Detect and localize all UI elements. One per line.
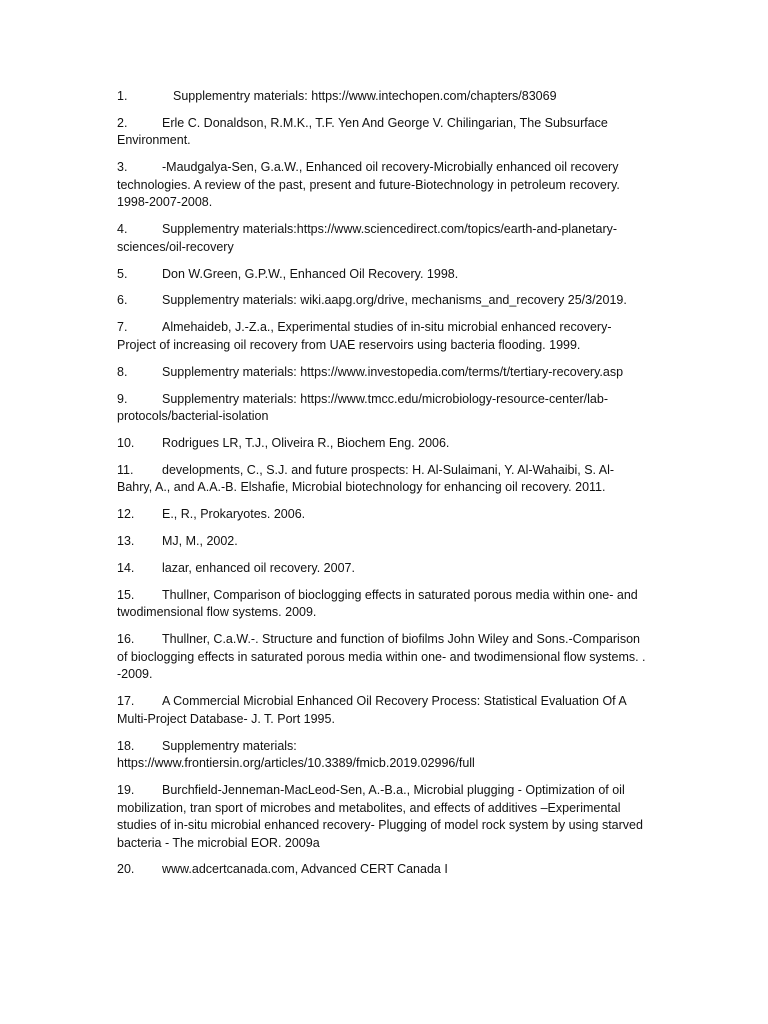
reference-number: 8.: [117, 364, 128, 379]
reference-item: [117, 319, 648, 354]
reference-number: 7.: [117, 320, 128, 335]
reference-text: MJ, M., 2002.: [162, 534, 238, 549]
reference-number: 15.: [117, 587, 135, 602]
reference-text: Thullner, Comparison of bioclogging effects in saturated porous media within one- and twodimensional flow systems. 2009.: [117, 587, 638, 620]
reference-item: [117, 462, 648, 497]
reference-item: [117, 782, 648, 852]
reference-text: Burchfield-Jenneman-MacLeod-Sen, A.-B.a., Microbial plugging - Optimization of oil mobilization, tran sport of microbes and metabolites, and effects of additives –Experimental studies of in-situ microbial enhanced recovery- Plugging of model rock system by using starved bacteria - The microbial EOR. 2009a: [117, 783, 643, 850]
reference-number: 3.: [117, 160, 128, 175]
reference-text: Rodrigues LR, T.J., Oliveira R., Biochem Eng. 2006.: [162, 436, 450, 451]
reference-text: www.adcertcanada.com, Advanced CERT Canada I: [162, 862, 448, 877]
reference-list: [117, 88, 648, 879]
reference-number: 18.: [117, 738, 135, 753]
reference-number: 14.: [117, 561, 135, 576]
reference-item: [117, 587, 648, 622]
reference-number: 20.: [117, 862, 135, 877]
reference-text: Almehaideb, J.-Z.a., Experimental studies of in-situ microbial enhanced recovery-Project of increasing oil recovery from UAE reservoirs using bacteria flooding. 1999.: [117, 320, 612, 352]
reference-text: Supplementry materials: https://www.frontiersin.org/articles/10.3389/fmicb.2019.02996/full: [117, 738, 475, 771]
reference-number: 2.: [117, 115, 128, 130]
reference-text: Supplementry materials: wiki.aapg.org/drive, mechanisms_and_recovery 25/3/2019.: [162, 293, 627, 308]
reference-item: [117, 221, 648, 256]
reference-text: Thullner, C.a.W.-. Structure and function of biofilms John Wiley and Sons.-Comparison of bioclogging effects in saturated porous media within one- and twodimensional flow systems. . -2009.: [117, 632, 646, 682]
reference-text: Supplementry materials: https://www.investopedia.com/terms/t/tertiary-recovery.asp: [162, 364, 624, 379]
reference-text: A Commercial Microbial Enhanced Oil Recovery Process: Statistical Evaluation Of A Multi-Project Database- J. T. Port 1995.: [117, 694, 627, 726]
reference-number: 11.: [117, 462, 134, 477]
reference-number: 17.: [117, 694, 135, 709]
reference-text: Supplementry materials: https://www.tmcc.edu/microbiology-resource-center/lab-protocols/bacterial-isolation: [117, 391, 609, 424]
reference-text: Supplementry materials:https://www.sciencedirect.com/topics/earth-and-planetary-sciences/oil-recovery: [117, 222, 618, 254]
reference-number: 10.: [117, 436, 135, 451]
reference-number: 5.: [117, 266, 128, 281]
reference-item: [117, 364, 648, 382]
reference-number: 16.: [117, 632, 135, 647]
reference-item: [117, 115, 648, 150]
reference-item: [117, 861, 648, 879]
reference-text: Supplementry materials: https://www.intechopen.com/chapters/83069: [173, 89, 557, 103]
reference-number: 6.: [117, 293, 128, 308]
reference-text: -Maudgalya-Sen, G.a.W., Enhanced oil recovery-Microbially enhanced oil recovery technologies. A review of the past, present and future-Biotechnology in petroleum recovery. 1998-2007-2008.: [117, 160, 620, 210]
reference-item: [117, 533, 648, 551]
reference-text: lazar, enhanced oil recovery. 2007.: [162, 561, 355, 576]
reference-number: 12.: [117, 507, 135, 522]
reference-number: 4.: [117, 222, 128, 237]
reference-item: [117, 88, 648, 106]
reference-text: developments, C., S.J. and future prospects: H. Al-Sulaimani, Y. Al-Wahaibi, S. Al-Bahry, A., and A.A.-B. Elshafie, Microbial biotechnology for enhancing oil recovery. 2011.: [117, 462, 615, 495]
reference-item: [117, 159, 648, 212]
reference-item: [117, 738, 648, 773]
reference-item: [117, 631, 648, 684]
reference-number: 1.: [117, 89, 128, 103]
reference-item: [117, 435, 648, 453]
reference-text: Erle C. Donaldson, R.M.K., T.F. Yen And George V. Chilingarian, The Subsurface Environment.: [117, 115, 608, 148]
reference-number: 19.: [117, 783, 135, 798]
reference-item: [117, 693, 648, 728]
reference-number: 9.: [117, 391, 128, 406]
reference-item: [117, 292, 648, 310]
reference-item: [117, 391, 648, 426]
reference-number: 13.: [117, 534, 135, 549]
reference-item: [117, 266, 648, 284]
reference-item: [117, 506, 648, 524]
reference-item: [117, 560, 648, 578]
reference-text: Don W.Green, G.P.W., Enhanced Oil Recovery. 1998.: [162, 266, 459, 281]
reference-text: E., R., Prokaryotes. 2006.: [162, 507, 306, 522]
